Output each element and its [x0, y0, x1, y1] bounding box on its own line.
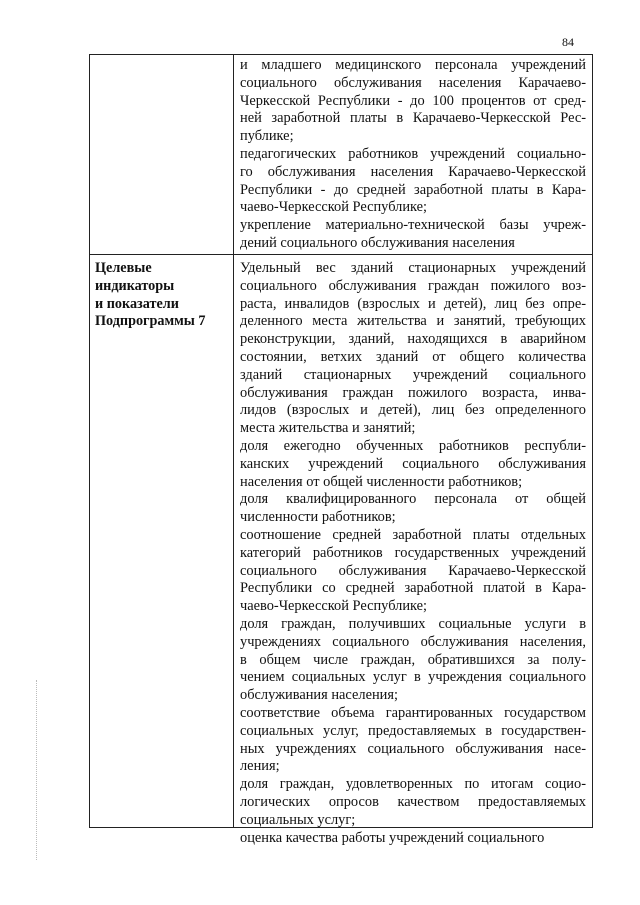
- text-line: обслуживания населения;: [240, 687, 398, 704]
- text-line: Республики - до средней заработной платы в Кара-: [240, 181, 586, 198]
- text-line: логических опросов качеством предоставляемых: [240, 793, 586, 810]
- text-line: педагогических работников учреждений социально-: [240, 145, 586, 162]
- text-line: деленного места жительства и занятий, требующих: [240, 313, 586, 330]
- table-column-divider: [233, 54, 234, 828]
- text-line: ней заработной платы в Карачаево-Черкесской Рес-: [240, 110, 586, 127]
- text-line: оценка качества работы учреждений социального: [240, 829, 545, 846]
- row2-right-cell: [240, 260, 586, 847]
- text-line: ления;: [240, 758, 280, 775]
- text-line: учреждениях социального обслуживания населения,: [240, 633, 586, 650]
- text-line: публике;: [240, 128, 294, 145]
- text-line: социального обслуживания граждан пожилого воз-: [240, 277, 586, 294]
- text-line: и младшего медицинского персонала учреждений: [240, 57, 586, 73]
- text-line: соответствие объема гарантированных государством: [240, 704, 586, 721]
- text-line: населения от общей численности работников;: [240, 473, 523, 490]
- text-line: раста, инвалидов (взрослых и детей), лиц без опре-: [240, 295, 586, 312]
- text-line: укрепление материально-технической базы учреж-: [240, 217, 586, 234]
- table-left-border: [89, 54, 90, 828]
- text-line: чением социальных услуг в учреждения социального: [240, 669, 586, 686]
- text-line: соотношение средней заработной платы отдельных: [240, 526, 586, 543]
- text-line: социальных услуг, предоставляемых в государствен-: [240, 722, 586, 739]
- text-line: Удельный вес зданий стационарных учреждений: [240, 260, 586, 276]
- text-line: доля граждан, удовлетворенных по итогам социо-: [240, 776, 586, 793]
- text-line: лидов (взрослых и детей), лиц без определенного: [240, 402, 586, 419]
- program-table: [89, 54, 593, 846]
- text-line: чаево-Черкесской Республике;: [240, 598, 428, 615]
- label-line: и показатели: [95, 295, 179, 312]
- label-line: Целевые: [95, 260, 152, 276]
- text-line: в общем числе граждан, обратившихся за полу-: [240, 651, 586, 668]
- text-line: обслуживания граждан пожилого возраста, инва-: [240, 384, 586, 401]
- table-right-border: [592, 54, 593, 828]
- text-line: зданий стационарных учреждений социального: [240, 366, 586, 383]
- text-line: социальных услуг;: [240, 811, 356, 828]
- text-line: доля граждан, получивших социальные услуги в: [240, 615, 586, 632]
- label-line: Подпрограммы 7: [95, 313, 206, 330]
- page-number: 84: [562, 35, 574, 49]
- text-line: канских учреждений социального обслуживания: [240, 455, 586, 472]
- text-line: социального обслуживания Карачаево-Черкесской: [240, 562, 586, 579]
- text-line: численности работников;: [240, 509, 396, 526]
- label-line: индикаторы: [95, 277, 175, 294]
- text-line: ных учреждениях социального обслуживания насе-: [240, 740, 586, 757]
- table-top-border: [89, 54, 593, 55]
- text-line: го обслуживания населения Карачаево-Черкесской: [240, 163, 586, 180]
- text-line: доля квалифицированного персонала от общей: [240, 491, 586, 508]
- text-line: Черкесской Республики - до 100 процентов от сред-: [240, 92, 586, 109]
- text-line: места жительства и занятий;: [240, 420, 416, 437]
- row2-left-label: [95, 260, 225, 331]
- scan-edge-mark: [36, 680, 38, 860]
- text-line: Республики со средней заработной платой в Кара-: [240, 580, 586, 597]
- text-line: доля ежегодно обученных работников республи-: [240, 437, 586, 454]
- text-line: чаево-Черкесской Республике;: [240, 199, 428, 216]
- text-line: дений социального обслуживания населения: [240, 234, 515, 251]
- table-row-divider: [89, 254, 593, 255]
- text-line: состоянии, ветхих зданий от общего количества: [240, 348, 586, 365]
- text-line: социального обслуживания населения Карачаево-: [240, 74, 586, 91]
- text-line: реконструкции, зданий, находящихся в аварийном: [240, 331, 586, 348]
- row1-right-cell: [240, 57, 586, 253]
- text-line: категорий работников государственных учреждений: [240, 544, 586, 561]
